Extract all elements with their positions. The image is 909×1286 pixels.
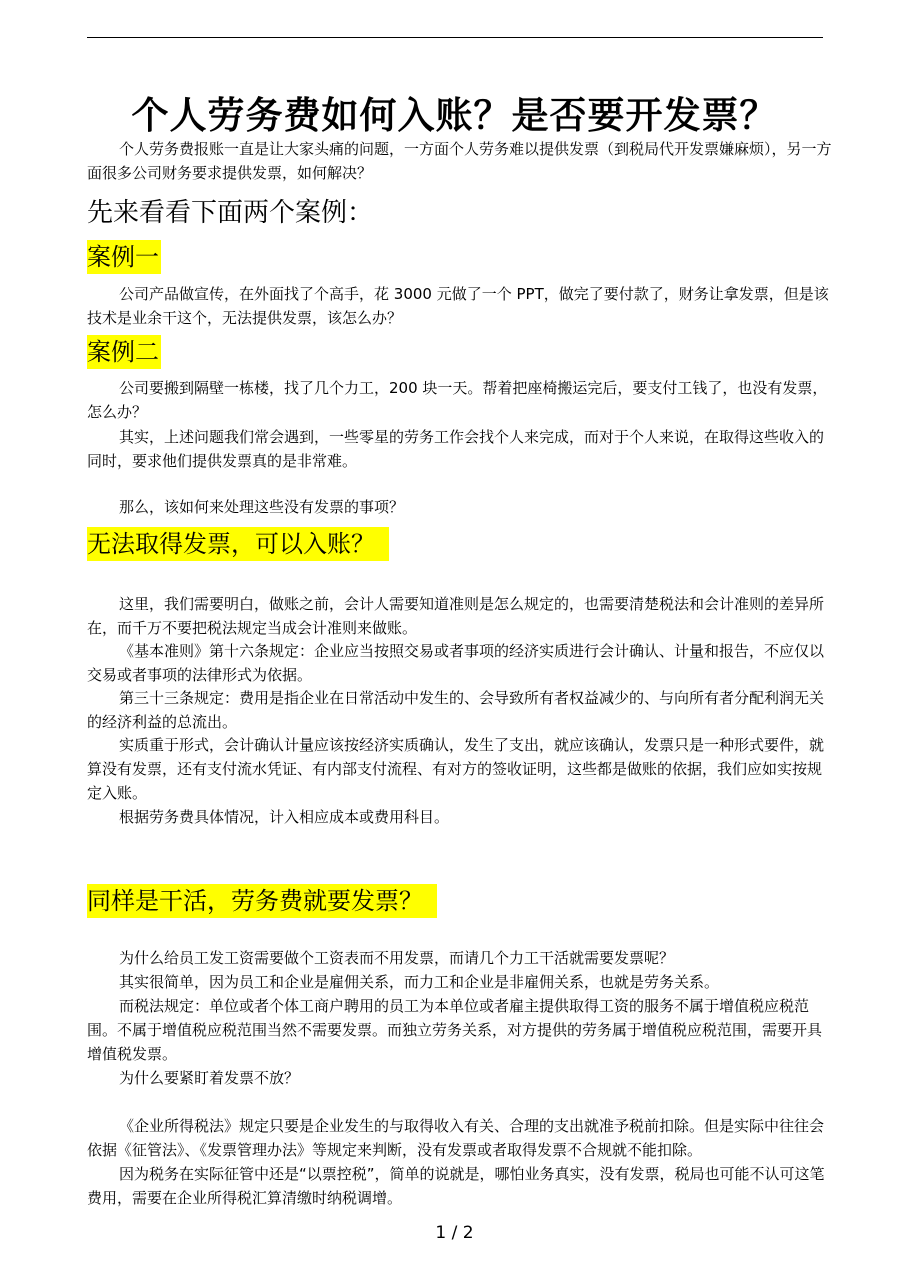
- case1-paragraph: 公司产品做宣传，在外面找了个高手，花 3000 元做了一个 PPT，做完了要付款了，财务让拿发票，但是该技术是业余干这个，无法提供发票，该怎么办？: [87, 285, 829, 327]
- intro-paragraph: 个人劳务费报账一直是让大家头痛的问题，一方面个人劳务难以提供发票（到税局代开发票嫌麻烦），另一方面很多公司财务要求提供发票，如何解决？: [87, 140, 832, 182]
- section2-paragraph: 为什么要紧盯着发票不放？: [119, 1069, 300, 1087]
- section1-heading: 无法取得发票，可以入账？: [87, 527, 389, 561]
- case1-heading: 案例一: [87, 240, 161, 274]
- section1-paragraph: 根据劳务费具体情况，计入相应成本或费用科目。: [119, 808, 450, 826]
- section2-paragraph: 其实很简单，因为员工和企业是雇佣关系，而力工和企业是非雇佣关系，也就是劳务关系。: [119, 973, 720, 991]
- section1-paragraph: 《基本准则》第十六条规定：企业应当按照交易或者事项的经济实质进行会计确认、计量和报告，不应仅以交易或者事项的法律形式为依据。: [87, 642, 825, 684]
- top-rule: [87, 37, 823, 38]
- section1-paragraph: 这里，我们需要明白，做账之前，会计人需要知道准则是怎么规定的，也需要清楚税法和会计准则的差异所在，而千万不要把税法规定当成会计准则来做账。: [87, 595, 825, 637]
- lead-heading: 先来看看下面两个案例：: [87, 198, 374, 228]
- page-title: 个人劳务费如何入账？是否要开发票？: [131, 94, 778, 137]
- case2-heading: 案例二: [87, 335, 161, 369]
- reality-paragraph: 其实，上述问题我们常会遇到，一些零星的劳务工作会找个人来完成，而对于个人来说，在取得这些收入的同时，要求他们提供发票真的是非常难。: [87, 428, 825, 470]
- case2-paragraph: 公司要搬到隔壁一栋楼，找了几个力工，200 块一天。帮着把座椅搬运完后，要支付工钱了，也没有发票，怎么办？: [87, 379, 828, 421]
- section2-paragraph: 而税法规定：单位或者个体工商户聘用的员工为本单位或者雇主提供取得工资的服务不属于增值税应税范围。不属于增值税应税范围当然不需要发票。而独立劳务关系，对方提供的劳务属于增值税应税范围，需要开具增值税发票。: [87, 997, 823, 1063]
- page-number: 1 / 2: [435, 1223, 474, 1243]
- section2-paragraph: 《企业所得税法》规定只要是企业发生的与取得收入有关、合理的支出就准予税前扣除。但是实际中往往会依据《征管法》、《发票管理办法》等规定来判断，没有发票或者取得发票不合规就不能扣除。: [87, 1117, 825, 1159]
- section1-paragraph: 实质重于形式，会计确认计量应该按经济实质确认，发生了支出，就应该确认，发票只是一种形式要件，就算没有发票，还有支付流水凭证、有内部支付流程、有对方的签收证明，这些都是做账的依据，我们应如实按规定入账。: [87, 736, 825, 802]
- section2-paragraph: 为什么给员工发工资需要做个工资表而不用发票，而请几个力工干活就需要发票呢？: [119, 949, 675, 967]
- question-paragraph: 那么，该如何来处理这些没有发票的事项？: [119, 498, 405, 516]
- section2-paragraph: 因为税务在实际征管中还是“以票控税”，简单的说就是，哪怕业务真实，没有发票，税局也可能不认可这笔费用，需要在企业所得税汇算清缴时纳税调增。: [87, 1165, 825, 1207]
- section2-heading: 同样是干活，劳务费就要发票？: [87, 884, 437, 918]
- section1-paragraph: 第三十三条规定：费用是指企业在日常活动中发生的、会导致所有者权益减少的、与向所有者分配利润无关的经济利益的总流出。: [87, 689, 825, 731]
